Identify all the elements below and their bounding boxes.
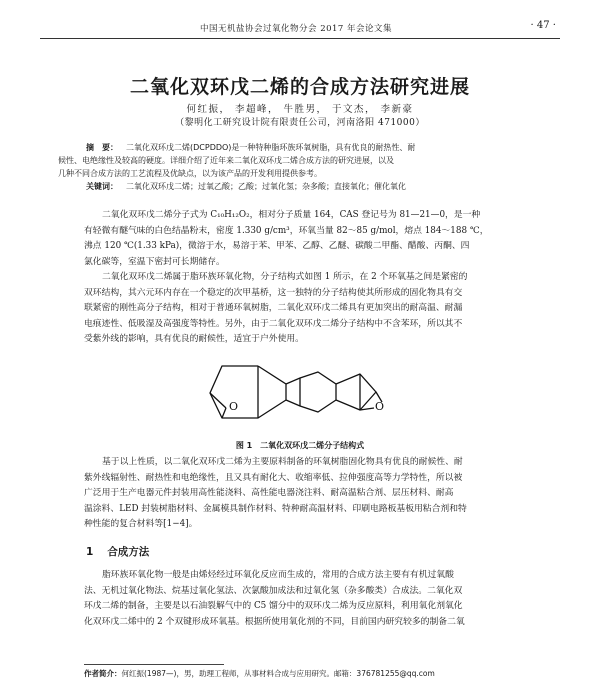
- paragraph-line: 电痕迹性、低吸湿及高强度等特性。另外，由于二氧化双环戊二烯分子结构中不含苯环，所以其不: [84, 318, 463, 329]
- footnote-divider: [84, 664, 224, 665]
- paper-authors: 何红振， 李超峰， 牛胜男， 于文杰， 李新豪: [186, 104, 414, 115]
- footnote-label: 作者简介：: [84, 669, 122, 678]
- bond-lines: [286, 372, 336, 412]
- bond-lines: [336, 374, 376, 410]
- intro-paragraph-2: [84, 270, 532, 348]
- molecular-structure-diagram: [200, 348, 400, 440]
- abstract-label: 摘 要：: [86, 143, 118, 152]
- author-footnote: [84, 668, 544, 679]
- figure-1: [200, 348, 400, 440]
- page-number: · 47 ·: [530, 20, 556, 31]
- intro-paragraph-1: [84, 208, 532, 270]
- paragraph-line: 二氧化双环戊二烯分子式为 C₁₀H₁₂O₂，相对分子质量 164，CAS 登记号为 81—21—0，是一种: [102, 210, 481, 220]
- footnote-text: 何红振(1987—)，男，助理工程师，从事材料合成与应用研究。邮箱：376781255@qq.com: [121, 669, 435, 678]
- keywords-label: 关键词：: [86, 182, 118, 191]
- section-number: 1: [86, 546, 94, 558]
- paragraph-line: 化双环戊二烯中的 2 个双键形成环氧基。根据所使用氧化剂的不同，目前国内研究较多的制备二氧: [84, 616, 465, 627]
- bond-lines: [210, 366, 286, 418]
- abstract-line: 几种不同合成方法的工艺流程及优缺点，以为该产品的开发利用提供参考。: [58, 169, 322, 178]
- paragraph-line: 种性能的复合材料等[1−4]。: [84, 519, 198, 529]
- paragraph-line: 基于以上性质，以二氧化双环戊二烯为主要原料制备的环氧树脂固化物具有优良的耐候性、耐: [102, 457, 463, 467]
- paragraph-line: 双环结构，其六元环内存在一个稳定的次甲基桥，这一独特的分子结构使其所形成的固化物具有交: [84, 287, 463, 298]
- paper-affiliation: （黎明化工研究设计院有限责任公司，河南洛阳 471000）: [175, 118, 425, 128]
- epoxide-bond: [210, 393, 226, 408]
- oxygen-label-right: O: [375, 400, 385, 413]
- paragraph-line: 受紫外线的影响，具有优良的耐候性，适宜于户外使用。: [84, 334, 304, 344]
- running-header: [40, 20, 560, 39]
- paragraph-line: 紫外线辐射性、耐热性和电绝缘性，且又具有耐化大、收缩率低、拉伸强度高等力学特性，所以被: [84, 472, 463, 483]
- paper-title: 二氧化双环戊二烯的合成方法研究进展: [129, 76, 470, 98]
- section-1-paragraph: [84, 568, 532, 630]
- paragraph-line: 氯化碳等，室温下密封可长期储存。: [84, 256, 225, 267]
- section-heading: [86, 544, 149, 559]
- paragraph-line: 联紧密的刚性高分子结构，相对于普通环氧树脂，二氧化双环戊二烯具有更加突出的耐高温、耐漏: [84, 303, 463, 313]
- section-title: 合成方法: [107, 546, 150, 558]
- paragraph-line: 有轻微有醚气味的白色结晶粉末，密度 1.330 g/cm³，环氧当量 82～85 g/mol，熔点 184～188 ℃，: [84, 225, 489, 236]
- paragraph-line: 温涂料、LED 封装树脂材料、金属模具制作材料、特种耐高温材料、印刷电路板基板用粘合剂和特: [84, 503, 467, 514]
- paragraph-line: 法、无机过氧化物法、烷基过氧化氢法、次氯酸加成法和过氧化氢（杂多酸类）合成法。二氧化双: [84, 585, 463, 596]
- paragraph-line: 环戊二烯的制备，主要是以石油裂解气中的 C5 馏分中的双环戊二烯为反应原料，利用氧化剂氧化: [84, 601, 463, 611]
- paragraph-line: 二氧化双环戊二烯属于脂环族环氧化物，分子结构式如图 1 所示，在 2 个环氧基之间是紧密的: [102, 272, 468, 282]
- abstract-text: 二氧化双环戊二烯(DCPDDO)是一种特种脂环族环氧树脂，具有优良的耐热性、耐: [126, 143, 416, 152]
- abstract: [58, 141, 532, 193]
- paragraph-line: 脂环族环氧化物一般是由烯烃经过环氧化反应而生成的，常用的合成方法主要有有机过氧酸: [102, 570, 454, 580]
- epoxide-bond: [222, 408, 226, 418]
- figure-caption: 图 1 二氧化双环戊二烯分子结构式: [235, 441, 365, 450]
- running-title: 中国无机盐协会过氧化物分会 2017 年会论文集: [200, 24, 393, 34]
- keywords-line: [58, 180, 532, 193]
- abstract-line: 候性、电绝缘性及较高的硬度。详细介绍了近年来二氧化双环戊二烯合成方法的研究进展，以及: [58, 156, 394, 165]
- paragraph-line: 沸点 120 ℃(1.33 kPa)，微溶于水，易溶于苯、甲苯、乙醇、乙醚、碳酸二甲酯、醋酸、丙酮、四: [84, 241, 470, 251]
- paragraph-3: [84, 455, 532, 533]
- paragraph-line: 广泛用于生产电器元件封装用高性能浇料、高性能电器浇注料、耐高温粘合剂、层压材料、耐高: [84, 488, 454, 498]
- keywords-text: 二氧化双环戊二烯；过氧乙酸；乙酸；过氧化氢；杂多酸；直接氧化；催化氧化: [126, 182, 406, 191]
- abstract-line: [58, 141, 532, 154]
- oxygen-label-left: O: [229, 400, 239, 413]
